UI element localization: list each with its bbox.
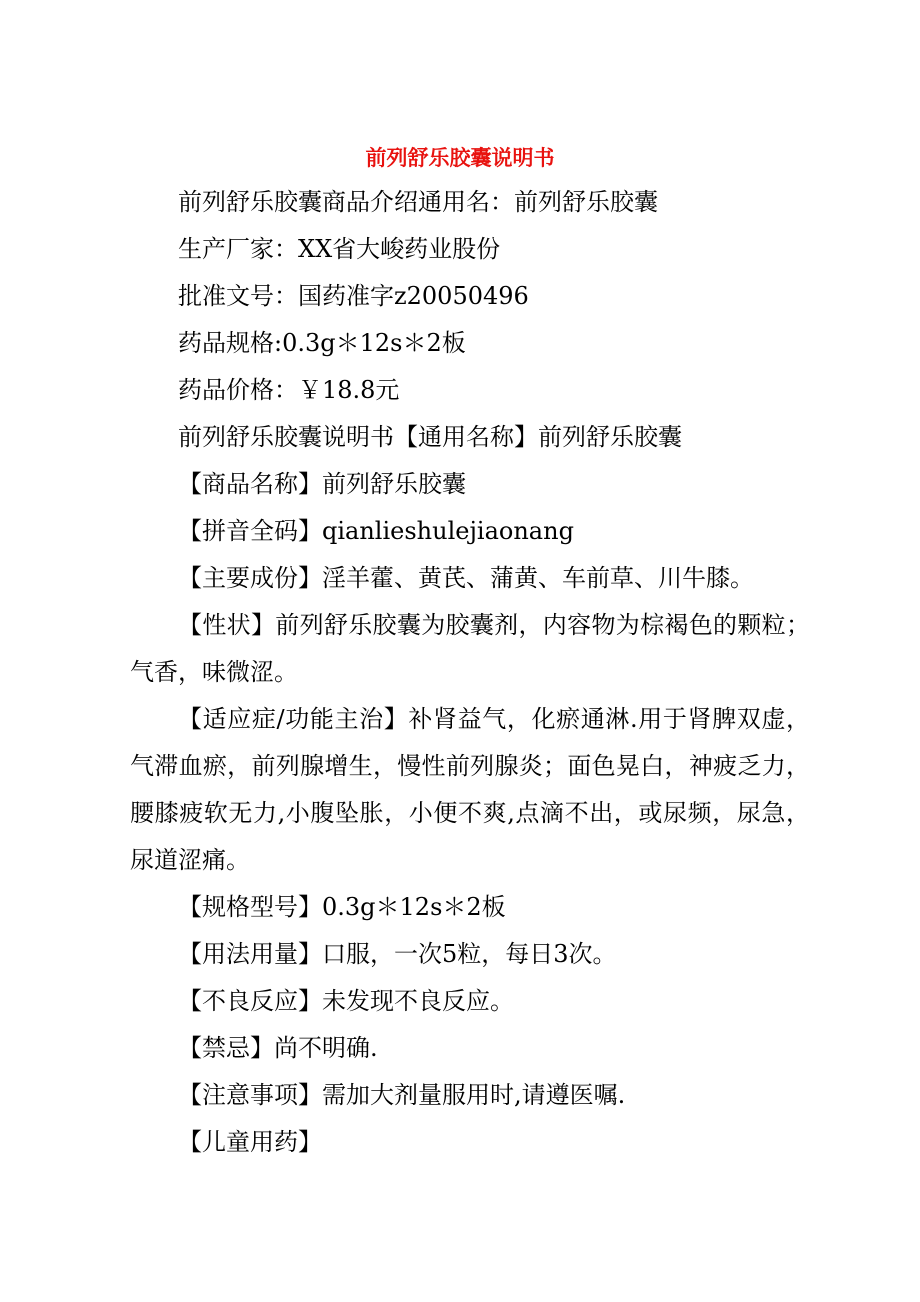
paragraph-manufacturer: 生产厂家：XX省大峻药业股份 — [178, 235, 501, 263]
document-body — [130, 179, 810, 1166]
paragraph-model-spec: 【规格型号】0.3g＊12s＊2板 — [178, 893, 506, 921]
paragraph-adverse-reactions: 【不良反应】未发现不良反应。 — [178, 987, 514, 1015]
paragraph-precautions: 【注意事项】需加大剂量服用时,请遵医嘱. — [178, 1081, 626, 1109]
paragraph-drug-specification: 药品规格:0.3g＊12s＊2板 — [178, 329, 466, 357]
document-title: 前列舒乐胶囊说明书 — [365, 146, 555, 170]
paragraph-properties: 【性状】前列舒乐胶囊为胶囊剂，内容物为棕褐色的颗粒；气香，味微涩。 — [130, 611, 810, 686]
paragraph-approval-number: 批准文号：国药准字z20050496 — [178, 282, 529, 310]
paragraph-product-intro: 前列舒乐胶囊商品介绍通用名：前列舒乐胶囊 — [178, 188, 658, 216]
paragraph-pediatric-use: 【儿童用药】 — [178, 1128, 322, 1156]
paragraph-generic-name: 前列舒乐胶囊说明书【通用名称】前列舒乐胶囊 — [178, 423, 682, 451]
paragraph-indications: 【适应症/功能主治】补肾益气，化瘀通淋.用于肾脾双虚，气滞血瘀，前列腺增生，慢性前列腺炎；面色晃白，神疲乏力，腰膝疲软无力,小腹坠胀，小便不爽,点滴不出，或尿频，尿急，尿道涩痛。 — [130, 705, 810, 874]
paragraph-dosage: 【用法用量】口服，一次5粒，每日3次。 — [178, 940, 617, 968]
paragraph-contraindications: 【禁忌】尚不明确. — [178, 1034, 378, 1062]
paragraph-main-ingredients: 【主要成份】淫羊藿、黄芪、蒲黄、车前草、川牛膝。 — [178, 564, 754, 592]
paragraph-product-name: 【商品名称】前列舒乐胶囊 — [178, 470, 466, 498]
paragraph-drug-price: 药品价格：￥18.8元 — [178, 376, 400, 404]
paragraph-pinyin-code: 【拼音全码】qianlieshulejiaonang — [178, 517, 574, 545]
